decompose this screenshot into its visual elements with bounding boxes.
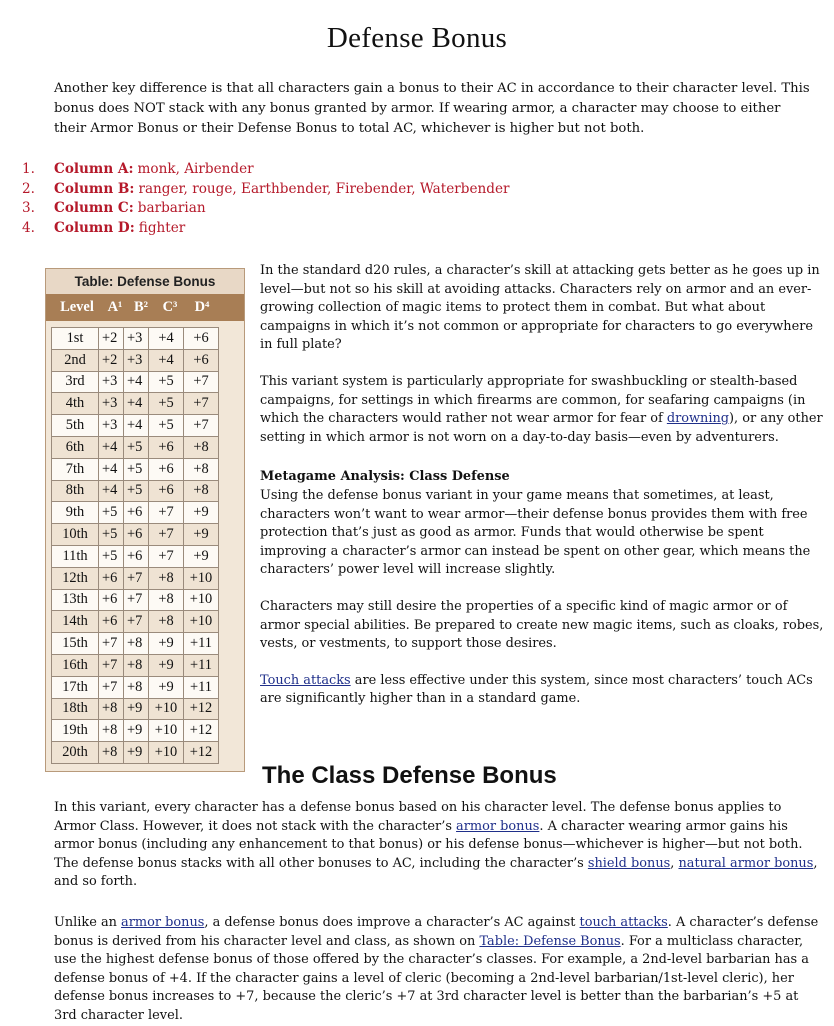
bonus-cell: +10 [149,720,184,742]
bonus-cell: +6 [99,567,124,589]
b2-text-d: . For a multiclass character, use the highest defense bonus of those offered by the character’s classes. For example, a 2nd-level barbarian has a defense bonus of +4. If the character gains a level of cleric (becoming a 2nd-level barbarian/1st-level cleric), her defense bonus increases to +7, because the cleric’s +7 at 3rd character level is better than the barbarian’s +5 at 3rd character level. [54,933,809,1023]
bonus-cell: +5 [99,524,124,546]
bonus-cell: +12 [184,720,219,742]
para5-text: are less effective under this system, since most characters’ touch ACs are significantly higher than in a standard game. [260,672,813,707]
level-cell: 3rd [52,371,99,393]
table-body [51,327,219,764]
column-header: B² [133,299,149,315]
bonus-cell: +5 [149,371,184,393]
bonus-cell: +8 [149,567,184,589]
bonus-cell: +6 [149,458,184,480]
bonus-cell: +7 [149,545,184,567]
bonus-cell: +3 [99,415,124,437]
bonus-cell: +7 [124,589,149,611]
level-cell: 19th [52,720,99,742]
column-header: A¹ [107,299,123,315]
column-class-list [22,160,510,238]
bonus-cell: +8 [149,589,184,611]
b1-text-d: , and so forth. [54,855,818,890]
paragraph-magic-armor: Characters may still desire the properties of a specific kind of magic armor or of armor special abilities. Be prepared to create new magic items, such as cloaks, robes, vests, or vestments, to support those desires. [260,598,824,652]
bonus-cell: +9 [124,698,149,720]
bonus-cell: +9 [184,502,219,524]
b2-text-b: , a defense bonus does improve a character’s AC against [204,915,580,930]
bonus-cell: +7 [184,371,219,393]
list-number: 1. [22,161,35,177]
bonus-cell: +12 [184,698,219,720]
bonus-cell: +9 [149,676,184,698]
bonus-cell: +5 [149,415,184,437]
table-row [52,633,219,655]
level-cell: 8th [52,480,99,502]
level-cell: 15th [52,633,99,655]
right-column [260,262,826,709]
table-row [52,545,219,567]
level-cell: 6th [52,436,99,458]
bonus-cell: +6 [149,480,184,502]
bonus-cell: +8 [124,676,149,698]
table-defense-bonus-link[interactable]: Table: Defense Bonus [479,933,621,949]
defense-bonus-table [45,268,245,772]
column-classes: barbarian [137,200,206,217]
bonus-cell: +10 [184,567,219,589]
bonus-cell: +9 [124,742,149,764]
table-row [52,458,219,480]
bonus-cell: +5 [124,436,149,458]
bonus-cell: +6 [184,349,219,371]
column-list-item [22,199,510,219]
column-list-item [22,160,510,180]
bonus-cell: +10 [184,611,219,633]
bonus-cell: +9 [124,720,149,742]
table-row [52,436,219,458]
armor-bonus-link[interactable]: armor bonus [456,818,540,834]
column-label: Column A: [54,161,134,177]
level-cell: 18th [52,698,99,720]
paragraph-touch-attacks [260,672,826,709]
table-row [52,415,219,437]
level-cell: 13th [52,589,99,611]
table-row [52,393,219,415]
table-row [52,371,219,393]
metagame-heading: Metagame Analysis: Class Defense [260,469,510,485]
list-number: 2. [22,180,35,197]
table-row [52,720,219,742]
bonus-cell: +7 [99,676,124,698]
bonus-cell: +5 [99,502,124,524]
bonus-cell: +7 [99,654,124,676]
bonus-cell: +6 [124,502,149,524]
level-cell: 2nd [52,349,99,371]
table-row [52,349,219,371]
paragraph-class-defense-variant [54,799,824,892]
level-cell: 12th [52,567,99,589]
bonus-cell: +4 [149,349,184,371]
bonus-cell: +4 [99,458,124,480]
bonus-cell: +8 [99,742,124,764]
bonus-cell: +5 [99,545,124,567]
bonus-cell: +8 [99,720,124,742]
bonus-cell: +5 [124,480,149,502]
shield-bonus-link[interactable]: shield bonus [587,855,671,871]
table-row [52,611,219,633]
bonus-cell: +2 [99,328,124,350]
column-header: Level [60,299,94,315]
bonus-cell: +10 [184,589,219,611]
list-number: 4. [22,219,35,236]
level-cell: 7th [52,458,99,480]
bonus-cell: +10 [149,742,184,764]
bonus-cell: +9 [149,654,184,676]
bonus-cell: +7 [149,524,184,546]
bonus-cell: +8 [124,654,149,676]
page-title: Defense Bonus [326,22,508,54]
bonus-cell: +6 [124,524,149,546]
column-label: Column C: [54,200,134,217]
bonus-cell: +7 [124,567,149,589]
column-header: C³ [162,299,178,315]
level-cell: 10th [52,524,99,546]
bonus-cell: +9 [184,545,219,567]
bonus-cell: +7 [184,415,219,437]
bonus-cell: +7 [99,633,124,655]
level-cell: 5th [52,415,99,437]
para2-text-a: This variant system is particularly appropriate for swashbuckling or stealth-based campaigns, for settings in which firearms are common, for seafaring campaigns (in which the characters would rather not wear armor for fear of [260,373,806,427]
table-row [52,742,219,764]
b2-text-a: Unlike an [54,915,122,930]
paragraph-metagame-analysis: Using the defense bonus variant in your game means that sometimes, at least, characters won’t want to wear armor—their defense bonus provides them with free protection that’s just as good as armor. Funds that would otherwise be spent improving a character’s armor can instead be spent on other gear, which means the characters’ power level will increase slightly. [260,487,811,578]
bonus-cell: +12 [184,742,219,764]
bonus-cell: +4 [99,436,124,458]
bonus-cell: +3 [124,328,149,350]
bonus-cell: +8 [124,633,149,655]
b1-text-b: . A character wearing armor gains his armor bonus (including any enhancement to that bonus) or his defense bonus—whichever is higher—but not both. The defense bonus stacks with all other bonuses to AC, including the character’s [54,818,803,871]
level-cell: 20th [52,742,99,764]
column-classes: monk, Airbender [137,161,254,177]
touch-attacks-link-2[interactable]: touch attacks [579,915,668,930]
bonus-cell: +2 [99,349,124,371]
bonus-cell: +3 [124,349,149,371]
table-row [52,502,219,524]
bonus-cell: +7 [149,502,184,524]
bonus-cell: +3 [99,393,124,415]
bonus-cell: +6 [124,545,149,567]
bonus-cell: +3 [99,371,124,393]
touch-attacks-link[interactable]: Touch attacks [260,672,351,688]
table-title: Table: Defense Bonus [46,269,244,294]
bonus-cell: +7 [124,611,149,633]
bonus-cell: +5 [149,393,184,415]
table-row [52,524,219,546]
column-label: Column B: [54,180,135,197]
armor-bonus-link-2[interactable]: armor bonus [121,915,205,930]
bonus-cell: +4 [124,371,149,393]
bonus-cell: +11 [184,654,219,676]
bonus-cell: +9 [149,633,184,655]
column-classes: ranger, rouge, Earthbender, Firebender, Waterbender [138,180,510,197]
table-header-row [46,294,244,321]
bonus-cell: +4 [124,415,149,437]
column-header: D⁴ [194,299,210,315]
bonus-cell: +4 [99,480,124,502]
bonus-cell: +9 [184,524,219,546]
paragraph-standard-rules: In the standard d20 rules, a character’s skill at attacking gets better as he goes up in level—but not so his skill at avoiding attacks. Characters rely on armor and an ever-growing collection of magic items to protect them in combat. But what about campaigns in which it’s not common or appropriate for characters to go everywhere in full plate? [260,263,820,353]
column-list-item [22,219,510,239]
level-cell: 9th [52,502,99,524]
level-cell: 4th [52,393,99,415]
table-row [52,589,219,611]
paragraph-variant-system [260,373,826,447]
b1-text-a: In this variant, every character has a defense bonus based on his character level. The defense bonus applies to Armor Class. However, it does not stack with the character’s [54,800,782,834]
drowning-link[interactable]: drowning [666,411,730,427]
level-cell: 16th [52,654,99,676]
intro-paragraph: Another key difference is that all characters gain a bonus to their AC in accordance to their character level. This bonus does NOT stack with any bonus granted by armor. If wearing armor, a character may choose to either their Armor Bonus or their Defense Bonus to total AC, whichever is higher but not both. [54,81,810,136]
bonus-cell: +8 [184,480,219,502]
section-heading-class-defense: The Class Defense Bonus [262,762,557,789]
b1-text-c: , [670,855,679,871]
para2-text-b: ), or any other setting in which armor is not worn on a day-to-day basis—even by adventurers. [260,411,823,445]
bonus-cell: +8 [99,698,124,720]
bonus-cell: +10 [149,698,184,720]
bonus-cell: +6 [149,436,184,458]
list-number: 3. [22,200,35,217]
bonus-cell: +11 [184,633,219,655]
bonus-cell: +4 [124,393,149,415]
bonus-cell: +7 [184,393,219,415]
bonus-cell: +6 [184,328,219,350]
column-list-item [22,180,510,200]
bonus-cell: +4 [149,328,184,350]
level-cell: 1st [52,328,99,350]
table-row [52,698,219,720]
column-classes: fighter [138,219,186,236]
bonus-cell: +11 [184,676,219,698]
bonus-cell: +8 [184,458,219,480]
bonus-cell: +6 [99,611,124,633]
bonus-cell: +8 [184,436,219,458]
table-row [52,328,219,350]
bonus-cell: +5 [124,458,149,480]
column-label: Column D: [54,219,135,236]
table-row [52,480,219,502]
table-row [52,567,219,589]
level-cell: 14th [52,611,99,633]
b2-text-c: . A character’s defense bonus is derived from his character level and class, as shown on [54,915,819,949]
natural-armor-bonus-link[interactable]: natural armor bonus [678,855,814,871]
table-row [52,676,219,698]
paragraph-unlike-armor-bonus [54,914,824,1026]
level-cell: 11th [52,545,99,567]
level-cell: 17th [52,676,99,698]
table-row [52,654,219,676]
bonus-cell: +6 [99,589,124,611]
bonus-cell: +8 [149,611,184,633]
